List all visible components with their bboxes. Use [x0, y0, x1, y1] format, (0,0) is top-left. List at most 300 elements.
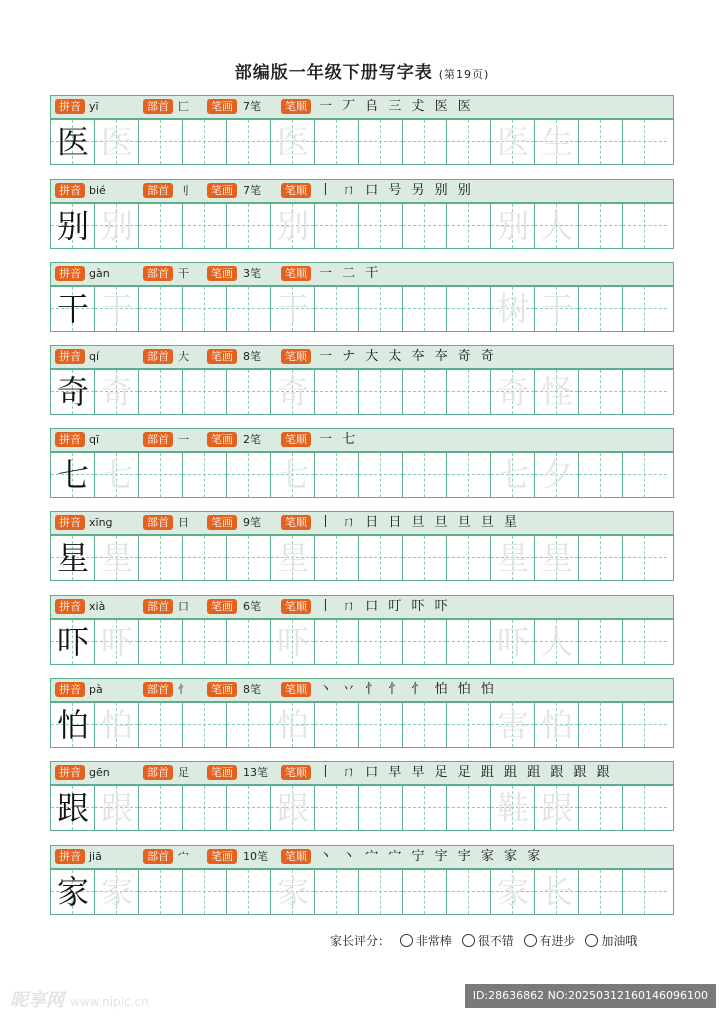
writing-cell[interactable]: [227, 204, 271, 248]
writing-cell[interactable]: [359, 620, 403, 664]
writing-cell[interactable]: [403, 703, 447, 747]
pinyin-value: gēn: [89, 766, 110, 779]
writing-cell[interactable]: [139, 870, 183, 914]
writing-cell[interactable]: [139, 536, 183, 580]
trace-character: 星: [100, 539, 133, 577]
radical-tag: 部首: [143, 349, 173, 364]
watermark-id: ID:28636862 NO:20250312160146096100: [465, 984, 716, 1008]
writing-cell[interactable]: [579, 370, 623, 414]
trace-character: 吓: [276, 623, 309, 661]
writing-cell[interactable]: [623, 786, 667, 830]
writing-cell[interactable]: [403, 620, 447, 664]
writing-cell[interactable]: [623, 453, 667, 497]
writing-cell[interactable]: [535, 536, 579, 580]
rating-option-label: 很不错: [477, 934, 514, 948]
radical-tag: 部首: [143, 432, 173, 447]
writing-cell[interactable]: [183, 120, 227, 164]
pinyin-value: xià: [89, 600, 106, 613]
writing-cell[interactable]: [579, 204, 623, 248]
writing-cell[interactable]: [183, 620, 227, 664]
writing-cell[interactable]: [447, 620, 491, 664]
character-info-header: [50, 428, 674, 452]
strokes-tag: 笔画: [207, 432, 237, 447]
stroke-order: 丶 丷 忄 忄 忄 怕 怕 怕: [319, 682, 497, 697]
radical-tag: 部首: [143, 849, 173, 864]
writing-grid: [50, 203, 674, 249]
pinyin-tag: 拼音: [55, 515, 85, 530]
writing-cell[interactable]: [579, 620, 623, 664]
writing-cell[interactable]: [315, 287, 359, 331]
character-block: [50, 595, 674, 675]
order-tag: 笔顺: [281, 266, 311, 281]
stroke-order: 一 ナ 大 太 夲 夲 奇 奇: [319, 349, 497, 364]
writing-cell[interactable]: [51, 620, 95, 664]
radio-circle-icon[interactable]: [462, 934, 475, 947]
writing-cell[interactable]: [579, 120, 623, 164]
radical-tag: 部首: [143, 682, 173, 697]
character-block: [50, 761, 674, 841]
writing-cell[interactable]: [623, 120, 667, 164]
writing-cell[interactable]: [51, 204, 95, 248]
strokes-tag: 笔画: [207, 682, 237, 697]
trace-character: 医: [100, 123, 133, 161]
trace-word-character: 星: [496, 539, 529, 577]
writing-cell[interactable]: [491, 536, 535, 580]
trace-character: 别: [100, 207, 133, 245]
writing-cell[interactable]: [51, 370, 95, 414]
radical-tag: 部首: [143, 515, 173, 530]
character-block: [50, 345, 674, 425]
writing-cell[interactable]: [623, 287, 667, 331]
trace-word-character: 跟: [540, 789, 573, 827]
trace-character: 星: [276, 539, 309, 577]
writing-cell[interactable]: [359, 287, 403, 331]
writing-cell[interactable]: [491, 786, 535, 830]
writing-cell[interactable]: [315, 870, 359, 914]
model-character: 跟: [56, 789, 89, 827]
rating-option-label: 加油哦: [601, 934, 638, 948]
writing-cell[interactable]: [271, 620, 315, 664]
pinyin-tag: 拼音: [55, 183, 85, 198]
strokes-value: 8笔: [243, 683, 261, 696]
writing-cell[interactable]: [271, 370, 315, 414]
writing-cell[interactable]: [183, 703, 227, 747]
writing-cell[interactable]: [359, 786, 403, 830]
writing-cell[interactable]: [535, 370, 579, 414]
radical-value: 宀: [178, 850, 189, 863]
character-block: [50, 845, 674, 925]
character-block: [50, 511, 674, 591]
radical-value: 一: [178, 433, 189, 446]
model-character: 星: [56, 539, 89, 577]
writing-cell[interactable]: [535, 453, 579, 497]
parent-rating: [330, 932, 637, 949]
rating-label: 家长评分：: [330, 934, 391, 948]
order-tag: 笔顺: [281, 849, 311, 864]
radical-tag: 部首: [143, 765, 173, 780]
writing-cell[interactable]: [359, 204, 403, 248]
writing-cell[interactable]: [271, 287, 315, 331]
order-tag: 笔顺: [281, 765, 311, 780]
writing-cell[interactable]: [227, 120, 271, 164]
writing-cell[interactable]: [403, 786, 447, 830]
writing-cell[interactable]: [359, 536, 403, 580]
writing-cell[interactable]: [491, 620, 535, 664]
writing-cell[interactable]: [403, 120, 447, 164]
strokes-tag: 笔画: [207, 266, 237, 281]
trace-word-character: 树: [496, 290, 529, 328]
title-text: 部编版一年级下册写字表: [234, 63, 433, 83]
trace-character: 怕: [100, 706, 133, 744]
pinyin-tag: 拼音: [55, 349, 85, 364]
writing-cell[interactable]: [403, 536, 447, 580]
pinyin-tag: 拼音: [55, 432, 85, 447]
radio-circle-icon[interactable]: [585, 934, 598, 947]
writing-cell[interactable]: [359, 370, 403, 414]
writing-cell[interactable]: [315, 786, 359, 830]
writing-cell[interactable]: [271, 703, 315, 747]
writing-grid: [50, 119, 674, 165]
writing-cell[interactable]: [227, 287, 271, 331]
pinyin-tag: 拼音: [55, 266, 85, 281]
writing-cell[interactable]: [51, 536, 95, 580]
radical-value: 匚: [178, 100, 189, 113]
writing-cell[interactable]: [359, 703, 403, 747]
writing-cell[interactable]: [535, 287, 579, 331]
writing-cell[interactable]: [447, 870, 491, 914]
pinyin-value: gàn: [89, 267, 110, 280]
strokes-tag: 笔画: [207, 765, 237, 780]
strokes-value: 3笔: [243, 267, 261, 280]
writing-cell[interactable]: [447, 786, 491, 830]
character-block: [50, 678, 674, 758]
strokes-tag: 笔画: [207, 349, 237, 364]
trace-character: 七: [276, 456, 309, 494]
writing-cell[interactable]: [535, 786, 579, 830]
writing-cell[interactable]: [51, 870, 95, 914]
writing-cell[interactable]: [139, 703, 183, 747]
strokes-value: 7笔: [243, 100, 261, 113]
writing-cell[interactable]: [491, 703, 535, 747]
writing-cell[interactable]: [535, 204, 579, 248]
writing-cell[interactable]: [579, 786, 623, 830]
writing-cell[interactable]: [447, 204, 491, 248]
model-character: 干: [56, 290, 89, 328]
stroke-order: 丨 ㄇ 口 号 另 别 别: [319, 183, 474, 198]
character-info-header: [50, 262, 674, 286]
strokes-value: 13笔: [243, 766, 268, 779]
writing-cell[interactable]: [227, 786, 271, 830]
writing-cell[interactable]: [271, 204, 315, 248]
writing-cell[interactable]: [359, 453, 403, 497]
writing-cell[interactable]: [139, 786, 183, 830]
rating-option-label: 有进步: [539, 934, 576, 948]
writing-cell[interactable]: [623, 870, 667, 914]
trace-character: 七: [100, 456, 133, 494]
radical-tag: 部首: [143, 183, 173, 198]
writing-cell[interactable]: [271, 870, 315, 914]
character-block: [50, 262, 674, 342]
writing-grid: [50, 702, 674, 748]
writing-cell[interactable]: [227, 870, 271, 914]
writing-cell[interactable]: [183, 786, 227, 830]
strokes-value: 8笔: [243, 350, 261, 363]
trace-word-character: 鞋: [496, 789, 529, 827]
model-character: 医: [56, 123, 89, 161]
radical-value: 口: [178, 600, 189, 613]
writing-cell[interactable]: [183, 204, 227, 248]
trace-character: 别: [276, 207, 309, 245]
trace-character: 吓: [100, 623, 133, 661]
trace-word-character: 夕: [540, 456, 573, 494]
writing-cell[interactable]: [315, 453, 359, 497]
trace-word-character: 别: [496, 207, 529, 245]
radio-circle-icon[interactable]: [524, 934, 537, 947]
writing-cell[interactable]: [227, 620, 271, 664]
trace-character: 家: [100, 873, 133, 911]
writing-cell[interactable]: [271, 536, 315, 580]
stroke-order: 丨 ㄇ 日 日 旦 旦 旦 旦 星: [319, 515, 521, 530]
trace-word-character: 吓: [496, 623, 529, 661]
writing-cell[interactable]: [227, 703, 271, 747]
writing-cell[interactable]: [315, 120, 359, 164]
writing-cell[interactable]: [51, 287, 95, 331]
writing-cell[interactable]: [95, 287, 139, 331]
rating-option-good[interactable]: [462, 934, 514, 948]
writing-cell[interactable]: [447, 536, 491, 580]
strokes-value: 2笔: [243, 433, 261, 446]
order-tag: 笔顺: [281, 682, 311, 697]
model-character: 别: [56, 207, 89, 245]
writing-cell[interactable]: [139, 370, 183, 414]
trace-word-character: 人: [540, 623, 573, 661]
writing-cell[interactable]: [95, 703, 139, 747]
writing-cell[interactable]: [579, 453, 623, 497]
radio-circle-icon[interactable]: [400, 934, 413, 947]
writing-cell[interactable]: [95, 204, 139, 248]
character-info-header: [50, 511, 674, 535]
writing-cell[interactable]: [403, 870, 447, 914]
writing-cell[interactable]: [359, 870, 403, 914]
writing-cell[interactable]: [95, 536, 139, 580]
stroke-order: 丶 丶 宀 宀 宁 宇 宇 家 家 家: [319, 849, 544, 864]
pinyin-value: bié: [89, 184, 106, 197]
watermark-url: www.nipic.cn: [70, 995, 149, 1009]
writing-cell[interactable]: [535, 620, 579, 664]
character-block: [50, 95, 674, 175]
writing-cell[interactable]: [183, 287, 227, 331]
strokes-value: 9笔: [243, 516, 261, 529]
writing-grid: [50, 785, 674, 831]
character-info-header: [50, 179, 674, 203]
writing-grid: [50, 286, 674, 332]
writing-cell[interactable]: [403, 370, 447, 414]
radical-tag: 部首: [143, 266, 173, 281]
rating-option-keep-trying[interactable]: [585, 934, 637, 948]
writing-cell[interactable]: [491, 287, 535, 331]
writing-cell[interactable]: [227, 453, 271, 497]
model-character: 家: [56, 873, 89, 911]
writing-cell[interactable]: [403, 453, 447, 497]
trace-word-character: 生: [540, 123, 573, 161]
writing-cell[interactable]: [403, 287, 447, 331]
writing-cell[interactable]: [183, 870, 227, 914]
writing-cell[interactable]: [51, 120, 95, 164]
trace-word-character: 星: [540, 539, 573, 577]
writing-cell[interactable]: [271, 786, 315, 830]
writing-cell[interactable]: [535, 120, 579, 164]
writing-cell[interactable]: [623, 536, 667, 580]
trace-character: 医: [276, 123, 309, 161]
writing-cell[interactable]: [271, 453, 315, 497]
writing-cell[interactable]: [623, 620, 667, 664]
stroke-order: 丨 ㄇ 口 叮 吓 吓: [319, 599, 451, 614]
stroke-order: 一 七: [319, 432, 359, 447]
pinyin-tag: 拼音: [55, 682, 85, 697]
writing-cell[interactable]: [535, 703, 579, 747]
writing-cell[interactable]: [315, 370, 359, 414]
trace-word-character: 家: [496, 873, 529, 911]
trace-word-character: 害: [496, 706, 529, 744]
writing-grid: [50, 535, 674, 581]
writing-cell[interactable]: [315, 536, 359, 580]
writing-cell[interactable]: [95, 370, 139, 414]
radical-value: 刂: [178, 184, 189, 197]
writing-cell[interactable]: [403, 204, 447, 248]
writing-cell[interactable]: [579, 703, 623, 747]
writing-cell[interactable]: [95, 453, 139, 497]
character-info-header: [50, 345, 674, 369]
pinyin-value: qí: [89, 350, 100, 363]
writing-cell[interactable]: [579, 870, 623, 914]
writing-cell[interactable]: [447, 703, 491, 747]
strokes-tag: 笔画: [207, 183, 237, 198]
writing-cell[interactable]: [139, 620, 183, 664]
writing-cell[interactable]: [183, 536, 227, 580]
writing-cell[interactable]: [491, 120, 535, 164]
order-tag: 笔顺: [281, 599, 311, 614]
strokes-tag: 笔画: [207, 515, 237, 530]
character-info-header: [50, 95, 674, 119]
trace-word-character: 医: [496, 123, 529, 161]
rating-option-excellent[interactable]: [400, 934, 452, 948]
radical-value: 忄: [178, 683, 189, 696]
writing-grid: [50, 619, 674, 665]
pinyin-tag: 拼音: [55, 849, 85, 864]
writing-cell[interactable]: [315, 620, 359, 664]
order-tag: 笔顺: [281, 349, 311, 364]
writing-grid: [50, 869, 674, 915]
trace-word-character: 怕: [540, 706, 573, 744]
trace-word-character: 干: [540, 290, 573, 328]
model-character: 吓: [56, 623, 89, 661]
writing-cell[interactable]: [447, 453, 491, 497]
writing-cell[interactable]: [623, 703, 667, 747]
pinyin-tag: 拼音: [55, 765, 85, 780]
writing-cell[interactable]: [359, 120, 403, 164]
watermark-logo-text: 昵享网: [10, 990, 64, 1011]
writing-cell[interactable]: [51, 703, 95, 747]
radical-tag: 部首: [143, 599, 173, 614]
order-tag: 笔顺: [281, 515, 311, 530]
writing-cell[interactable]: [447, 120, 491, 164]
writing-cell[interactable]: [491, 370, 535, 414]
writing-cell[interactable]: [51, 453, 95, 497]
writing-cell[interactable]: [491, 453, 535, 497]
pinyin-value: xīng: [89, 516, 113, 529]
writing-cell[interactable]: [227, 370, 271, 414]
writing-cell[interactable]: [315, 204, 359, 248]
writing-cell[interactable]: [579, 536, 623, 580]
trace-character: 奇: [276, 373, 309, 411]
strokes-value: 7笔: [243, 184, 261, 197]
model-character: 奇: [56, 373, 89, 411]
order-tag: 笔顺: [281, 183, 311, 198]
writing-cell[interactable]: [51, 786, 95, 830]
stroke-order: 一 二 干: [319, 266, 382, 281]
pinyin-value: pà: [89, 683, 103, 696]
writing-cell[interactable]: [535, 870, 579, 914]
writing-cell[interactable]: [139, 204, 183, 248]
pinyin-value: yī: [89, 100, 99, 113]
model-character: 七: [56, 456, 89, 494]
watermark-logo: [10, 986, 149, 1012]
pinyin-value: qī: [89, 433, 100, 446]
writing-cell[interactable]: [95, 120, 139, 164]
writing-cell[interactable]: [227, 536, 271, 580]
writing-cell[interactable]: [139, 120, 183, 164]
character-info-header: [50, 595, 674, 619]
page-number: (第19页): [438, 68, 490, 81]
page-title: [0, 58, 724, 83]
writing-cell[interactable]: [183, 453, 227, 497]
trace-character: 怕: [276, 706, 309, 744]
stroke-order: 一 丆 𠂤 三 𠀋 医 医: [319, 99, 474, 114]
writing-cell[interactable]: [623, 370, 667, 414]
writing-cell[interactable]: [95, 786, 139, 830]
rating-option-progress[interactable]: [524, 934, 576, 948]
trace-word-character: 人: [540, 207, 573, 245]
writing-cell[interactable]: [95, 870, 139, 914]
strokes-tag: 笔画: [207, 849, 237, 864]
writing-cell[interactable]: [139, 287, 183, 331]
writing-cell[interactable]: [491, 870, 535, 914]
character-info-header: [50, 678, 674, 702]
writing-cell[interactable]: [315, 703, 359, 747]
radical-value: 日: [178, 516, 189, 529]
writing-cell[interactable]: [447, 287, 491, 331]
stroke-order: 丨 ㄇ 口 早 早 足 足 跙 跙 跙 跟 跟 跟: [319, 765, 613, 780]
strokes-value: 10笔: [243, 850, 268, 863]
writing-cell[interactable]: [491, 204, 535, 248]
writing-cell[interactable]: [95, 620, 139, 664]
character-block: [50, 179, 674, 259]
pinyin-tag: 拼音: [55, 99, 85, 114]
order-tag: 笔顺: [281, 99, 311, 114]
pinyin-tag: 拼音: [55, 599, 85, 614]
trace-character: 家: [276, 873, 309, 911]
writing-cell[interactable]: [447, 370, 491, 414]
writing-cell[interactable]: [579, 287, 623, 331]
trace-character: 奇: [100, 373, 133, 411]
writing-cell[interactable]: [139, 453, 183, 497]
trace-word-character: 七: [496, 456, 529, 494]
writing-cell[interactable]: [271, 120, 315, 164]
writing-cell[interactable]: [623, 204, 667, 248]
radical-tag: 部首: [143, 99, 173, 114]
pinyin-value: jiā: [89, 850, 102, 863]
writing-cell[interactable]: [183, 370, 227, 414]
